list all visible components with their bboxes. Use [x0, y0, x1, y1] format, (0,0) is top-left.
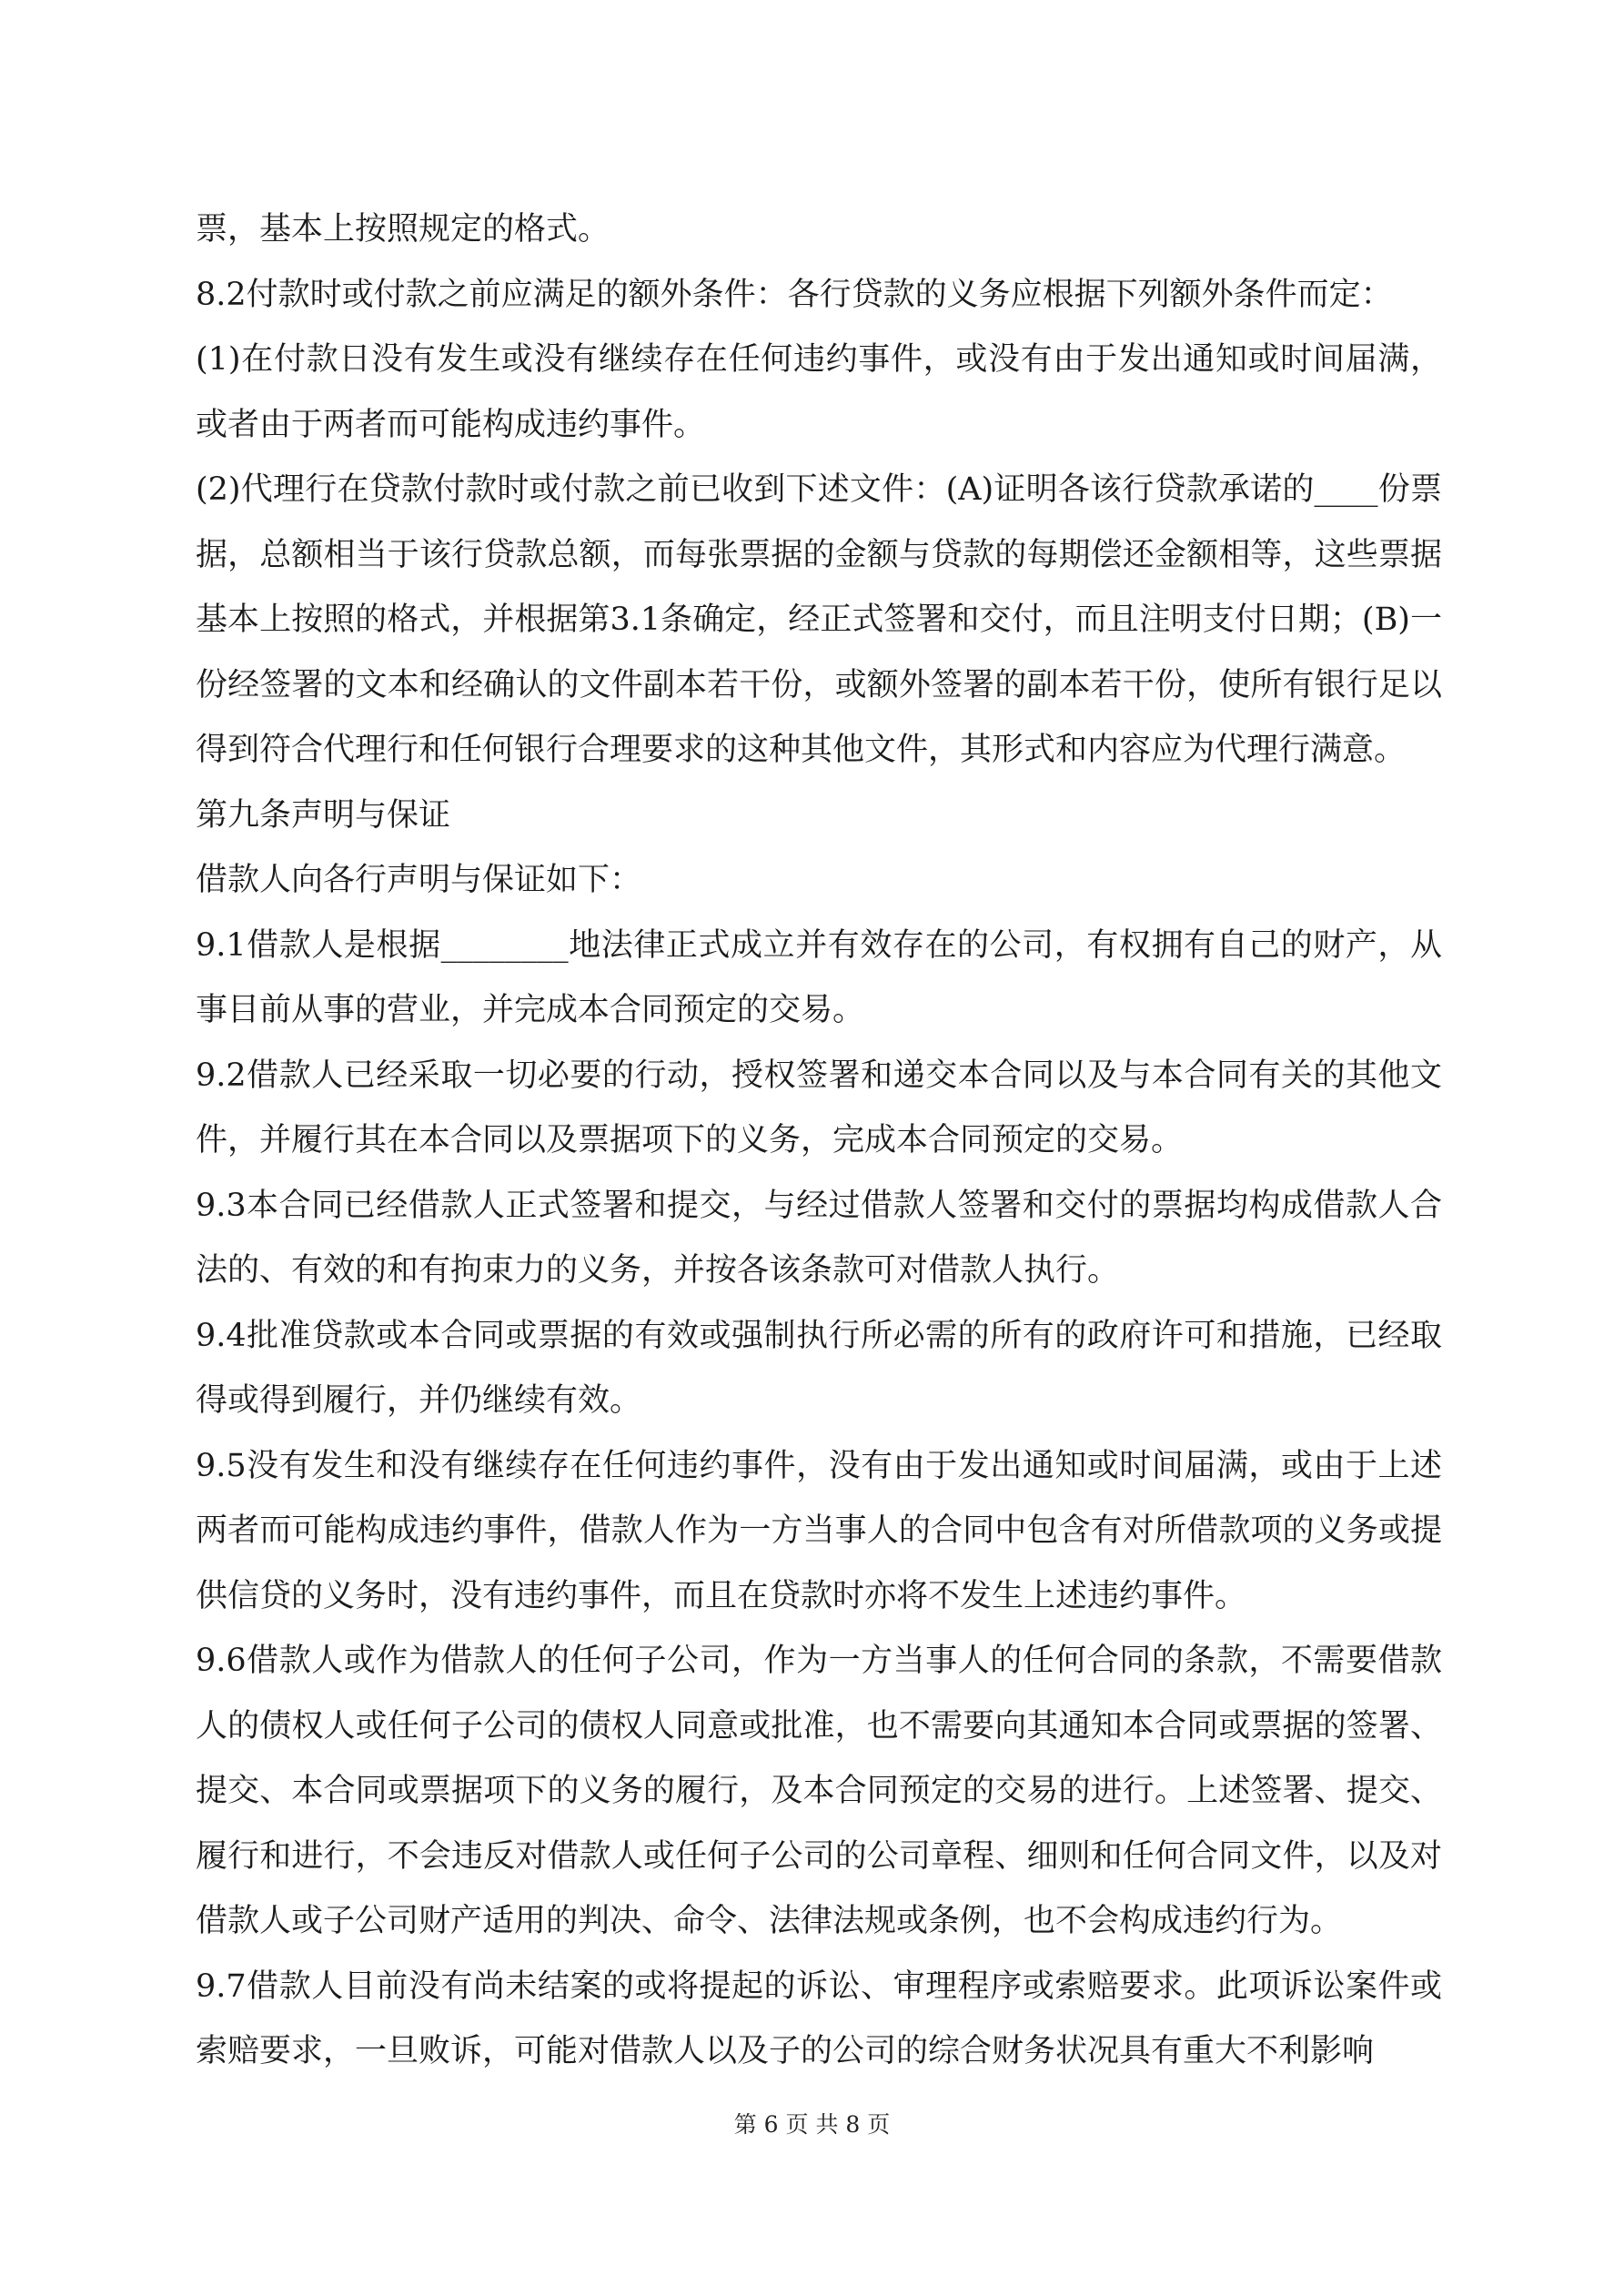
paragraph-article-9-intro: 借款人向各行声明与保证如下： — [196, 862, 642, 898]
paragraph-8-2: 8.2付款时或付款之前应满足的额外条件：各行贷款的义务应根据下列额外条件而定： — [196, 276, 1393, 313]
document-body — [196, 197, 1442, 2085]
page-number-footer: 第 6 页 共 8 页 — [733, 2111, 891, 2138]
paragraph-8-2-2: (2)代理行在贷款付款时或付款之前已收到下述文件：(A)证明各该行贷款承诺的____份票据，总额相当于该行贷款总额，而每张票据的金额与贷款的每期偿还金额相等，这些票据基本上按照的格式，并根据第3.1条确定，经正式签署和交付，而且注明支付日期；(B)一份经签署的文本和经确认的文件副本若干份，或额外签署的副本若干份，使所有银行足以得到符合代理行和任何银行合理要求的这种其他文件，其形式和内容应为代理行满意。 — [196, 471, 1442, 768]
paragraph-8-2-1: (1)在付款日没有发生或没有继续存在任何违约事件，或没有由于发出通知或时间届满，或者由于两者而可能构成违约事件。 — [196, 341, 1442, 443]
paragraph-9-1: 9.1借款人是根据________地法律正式成立并有效存在的公司，有权拥有自己的财产，从事目前从事的营业，并完成本合同预定的交易。 — [196, 926, 1442, 1028]
paragraph-9-6: 9.6借款人或作为借款人的任何子公司，作为一方当事人的任何合同的条款，不需要借款人的债权人或任何子公司的债权人同意或批准，也不需要向其通知本合同或票据的签署、提交、本合同或票据项下的义务的履行，及本合同预定的交易的进行。上述签署、提交、履行和进行，不会违反对借款人或任何子公司的公司章程、细则和任何合同文件，以及对借款人或子公司财产适用的判决、命令、法律法规或条例，也不会构成违约行为。 — [196, 1643, 1442, 1939]
paragraph-9-2: 9.2借款人已经采取一切必要的行动，授权签署和递交本合同以及与本合同有关的其他文件，并履行其在本合同以及票据项下的义务，完成本合同预定的交易。 — [196, 1057, 1442, 1158]
paragraph-9-5: 9.5没有发生和没有继续存在任何违约事件，没有由于发出通知或时间届满，或由于上述两者而可能构成违约事件，借款人作为一方当事人的合同中包含有对所借款项的义务或提供信贷的义务时，没有违约事件，而且在贷款时亦将不发生上述违约事件。 — [196, 1447, 1442, 1614]
paragraph-9-3: 9.3本合同已经借款人正式签署和提交，与经过借款人签署和交付的票据均构成借款人合法的、有效的和有拘束力的义务，并按各该条款可对借款人执行。 — [196, 1187, 1442, 1289]
paragraph-9-4: 9.4批准贷款或本合同或票据的有效或强制执行所必需的所有的政府许可和措施，已经取得或得到履行，并仍继续有效。 — [196, 1317, 1442, 1419]
section-heading-article-9: 第九条声明与保证 — [196, 796, 451, 834]
paragraph-continuation: 票，基本上按照规定的格式。 — [196, 211, 610, 248]
paragraph-9-7: 9.7借款人目前没有尚未结案的或将提起的诉讼、审理程序或索赔要求。此项诉讼案件或索赔要求，一旦败诉，可能对借款人以及子的公司的综合财务状况具有重大不利影响 — [196, 1967, 1442, 2069]
